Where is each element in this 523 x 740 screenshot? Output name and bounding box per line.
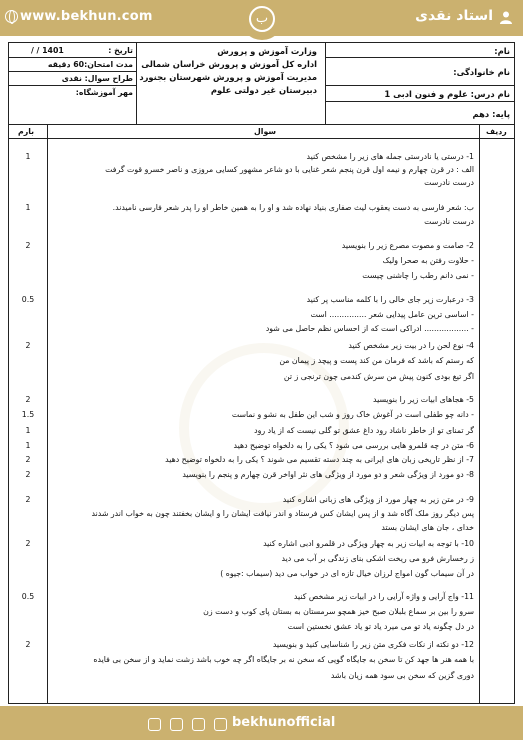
- question-line: 8- دو مورد از ویژگی شعر و دو مورد از ویژگی های نثر اواخر قرن چهارم و پنجم را بنویسید: [182, 470, 474, 479]
- row-column: ردیف: [486, 127, 507, 136]
- score-value: 1: [25, 203, 31, 212]
- question-line: ب: شعر فارسی به دست یعقوب لیث صفاری بنیاد نهاده شد و او را به همین خاطر او را پدر شعر فارسی نامیدند.: [112, 203, 474, 212]
- name-label: نام:: [494, 46, 510, 56]
- score-value: 2: [25, 640, 31, 649]
- score-value: 2: [25, 470, 31, 479]
- question-line: 2- صامت و مصوت مصرع زیر را بنویسید: [341, 241, 474, 250]
- score-value: 1.5: [21, 410, 35, 419]
- question-line: گر تمنای تو از خاطر ناشاد رود داغ عشق تو گلی نیست که از یاد رود: [254, 426, 474, 435]
- question-line: 10- با توجه به ابیات زیر به چهار ویژگی در قلمرو ادبی اشاره کنید: [263, 539, 474, 548]
- score-value: 2: [25, 495, 31, 504]
- course-label: نام درس: علوم و فنون ادبی 1: [384, 89, 510, 99]
- question-line: 4- نوع لحن را در بیت زیر مشخص کنید: [348, 341, 474, 350]
- score-value: 1: [25, 441, 31, 450]
- question-line: - دانه چو طفلی است در آغوش خاک روز و شب این طفل به نشو و نماست: [231, 410, 474, 419]
- question-line: - حلاوت رفتن به صحرا ولیک: [382, 256, 474, 265]
- date-value: / / 1401: [31, 46, 64, 55]
- question-line: 5- هجاهای ابیات زیر را بنویسید: [373, 395, 474, 404]
- question-line: 11- واج آرایی و واژه آرایی را در ابیات زیر مشخص کنید: [293, 592, 474, 601]
- bottom-banner: [0, 706, 523, 740]
- score-value: 2: [25, 455, 31, 464]
- date-label: تاریخ :: [108, 46, 133, 55]
- question-line: دوری گزین که سخن بی سود همه زیان باشد: [330, 671, 474, 680]
- question-line: خدای ، جان های ایشان بستد: [381, 523, 474, 532]
- question-line: - .................. ادراکی است که از احساس نظم حاصل می شود: [265, 324, 474, 333]
- question-column: سوال: [254, 127, 276, 136]
- question-line: سرو را بین بر سماع بلبلان صبح خیز همچو سرمستان به بستان پای کوب و دست زن: [203, 607, 474, 616]
- score-value: 1: [25, 152, 31, 161]
- social-icons: [148, 716, 231, 735]
- question-line: - نمی دانم رطب را چاشنی چیست: [362, 271, 474, 280]
- exam-sheet: [8, 42, 515, 704]
- question-line: الف : در قرن چهارم و نیمه اول قرن پنجم شعر غنایی با دو شاعر مشهور کسایی مروزی و ناصر خسرو قوت گرفت: [105, 165, 474, 174]
- question-line: 3- درعبارت زیر جای خالی را با کلمه مناسب پر کنید: [306, 295, 474, 304]
- question-line: ز رخسارش فرو می ریخت اشکی بنای زندگی بر آب می دید: [281, 554, 474, 563]
- question-line: پس دیگر روز ملک آگاه شد و از پس ایشان کس فرستاد و اندر نیافت ایشان را و ایشان بخفتند چون به خواب اندر شدند: [91, 509, 474, 518]
- question-line: درست نادرست: [424, 217, 474, 226]
- org-line-4: دبیرستان غیر دولتی علوم: [210, 85, 317, 95]
- question-line: 9- در متن زیر به چهار مورد از ویژگی های زبانی اشاره کنید: [282, 495, 474, 504]
- exam-header: [9, 43, 514, 125]
- website-url[interactable]: www.bekhun.com: [20, 9, 153, 24]
- question-line: اگر تیغ بودی کنون پیش من سرش کندمی چون ترنجی ز تن: [283, 372, 474, 381]
- family-label: نام خانوادگی:: [453, 67, 510, 77]
- telegram-icon[interactable]: [192, 718, 205, 731]
- score-value: 2: [25, 395, 31, 404]
- score-value: 2: [25, 539, 31, 548]
- question-line: که رستم که باشد که فرمان من کند پست و پیچد ز پیمان من: [279, 356, 474, 365]
- column-header: [9, 125, 514, 139]
- youtube-icon[interactable]: [170, 718, 183, 731]
- globe-icon: [5, 10, 18, 23]
- social-handle[interactable]: bekhunofficial: [232, 715, 336, 730]
- question-line: 7- از نظر تاریخی زبان های ایرانی به چند دسته تقسیم می شوند ؟ یکی را به دلخواه توضیح دهید: [165, 455, 474, 464]
- score-value: 2: [25, 241, 31, 250]
- score-value: 0.5: [21, 592, 35, 601]
- org-line-1: وزارت آموزش و پرورش: [217, 46, 317, 56]
- stamp-label: مهر آموزشگاه:: [75, 88, 133, 97]
- org-line-3: مدیریت آموزش و پرورش شهرستان بجنورد: [139, 72, 317, 82]
- question-line: 1- درستی یا نادرستی جمله های زیر را مشخص کنید: [306, 152, 474, 161]
- question-line: 12- دو نکته از نکات فکری متن زیر را شناسایی کنید و بنویسید: [272, 640, 474, 649]
- user-icon: [499, 10, 513, 24]
- designer-label: طراح سوال: نقدی: [61, 74, 133, 83]
- question-line: در آن سیماب گون امواج لرزان خیال تازه ای در خواب می دید (سیماب :جیوه ): [220, 569, 474, 578]
- score-value: 0.5: [21, 295, 35, 304]
- question-line: در دل چگونه یاد تو می میرد یاد تو یاد عشق نخستین است: [287, 622, 474, 631]
- aparat-icon[interactable]: [148, 718, 161, 731]
- question-line: 6- متن در چه قلمرو هایی بررسی می شود ؟ یکی را به دلخواه توضیح دهید: [233, 441, 474, 450]
- question-line: با همه هنر ها جهد کن تا سخن به جایگاه گویی که سخن نه بر جایگاه اگر چه خوب باشد زشت نماید و از سخن بی فایده: [93, 655, 474, 664]
- logo-icon: ب: [249, 6, 275, 32]
- question-line: - اساسی ترین عامل پیدایی شعر ............... است: [310, 310, 474, 319]
- brand-title: استاد نقدی: [415, 8, 493, 24]
- instagram-icon[interactable]: [214, 718, 227, 731]
- score-value: 1: [25, 426, 31, 435]
- score-value: 2: [25, 341, 31, 350]
- duration-label: مدت امتحان:60 دقیقه: [47, 60, 133, 69]
- score-column: بارم: [18, 127, 35, 136]
- question-line: درست نادرست: [424, 178, 474, 187]
- org-line-2: اداره کل آموزش و پرورش خراسان شمالی: [141, 59, 317, 69]
- grade-label: پایه: دهم: [472, 109, 510, 119]
